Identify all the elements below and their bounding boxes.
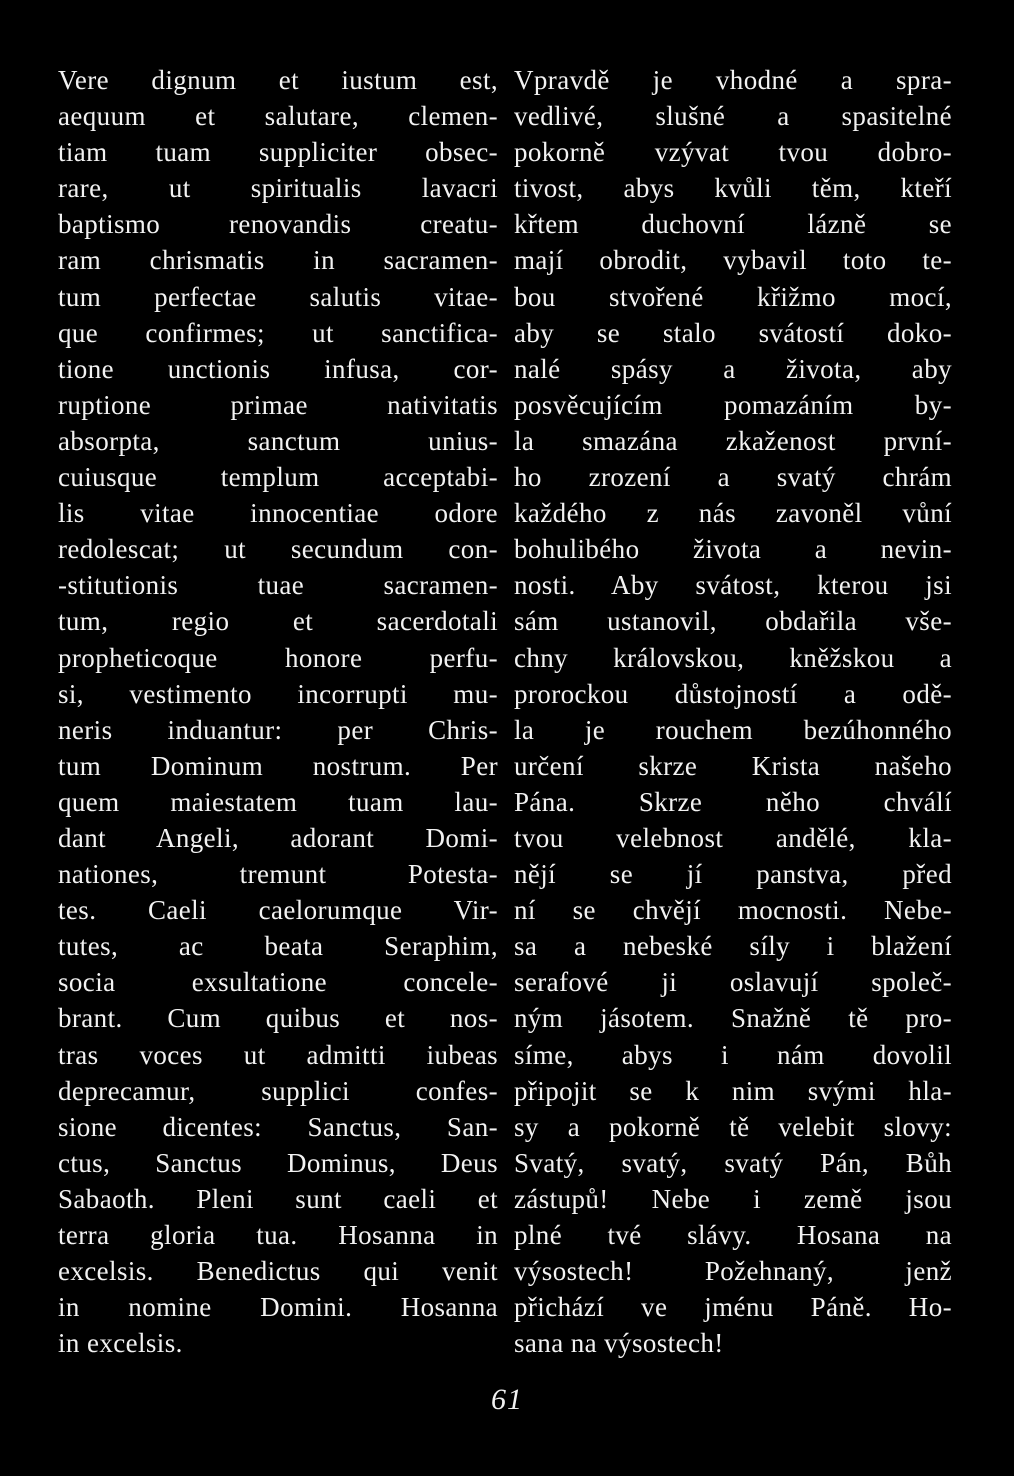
latin-text-line: in excelsis. (58, 1328, 183, 1359)
latin-text-line: tum, regio et sacerdotali (58, 606, 498, 637)
czech-text-line: Vpravdě je vhodné a spra- (514, 65, 952, 95)
czech-text-line: určení skrze Krista našeho (514, 750, 952, 781)
czech-text-line: plné tvé slávy. Hosana na (514, 1220, 952, 1250)
czech-text-line: sám ustanovil, obdařila vše- (514, 606, 952, 637)
czech-text-line: prorockou důstojností a odě- (514, 678, 952, 709)
czech-text-line: pokorně vzývat tvou dobro- (514, 137, 952, 168)
latin-text-line: excelsis. Benedictus qui venit (58, 1256, 498, 1287)
czech-text-line: Svatý, svatý, svatý Pán, Bůh (514, 1147, 952, 1178)
latin-text-line: tiam tuam suppliciter obsec- (58, 137, 498, 168)
latin-text-line: que confirmes; ut sanctifica- (58, 317, 498, 348)
latin-text-line: propheticoque honore perfu- (58, 642, 498, 673)
latin-text-line: ruptione primae nativitatis (58, 389, 498, 420)
latin-text-line: baptismo renovandis creatu- (58, 209, 498, 240)
czech-text-line: tvou velebnost andělé, kla- (514, 822, 952, 853)
latin-text-line: sione dicentes: Sanctus, San- (58, 1111, 498, 1142)
czech-text-line: aby se stalo svátostí doko- (514, 317, 952, 348)
czech-text-line: posvěcujícím pomazáním by- (514, 389, 952, 420)
latin-text-line: si, vestimento incorrupti mu- (58, 678, 498, 709)
czech-text-line: síme, abys i nám dovolil (514, 1039, 952, 1070)
latin-text-line: socia exsultatione concele- (58, 967, 498, 998)
latin-text-line: tras voces ut admitti iubeas (58, 1039, 498, 1070)
czech-text-line: sa a nebeské síly i blažení (514, 931, 952, 962)
latin-text-line: neris induantur: per Chris- (58, 714, 498, 745)
latin-text-line: tione unctionis infusa, cor- (58, 353, 498, 384)
czech-text-line: sana na výsostech! (514, 1328, 724, 1359)
latin-text-line: tutes, ac beata Seraphim, (58, 931, 498, 962)
czech-text-line: nalé spásy a života, aby (514, 353, 952, 384)
czech-text-line: nějí se jí panstva, před (514, 859, 952, 890)
latin-text-line: ram chrismatis in sacramen- (58, 245, 498, 276)
czech-text-line: ní se chvějí mocnosti. Nebe- (514, 895, 952, 926)
czech-text-line: připojit se k nim svými hla- (514, 1075, 952, 1106)
czech-text-line: ným jásotem. Snažně tě pro- (514, 1003, 952, 1034)
czech-text-line: mají obrodit, vybavil toto te- (514, 245, 952, 276)
latin-text-line: tum Dominum nostrum. Per (58, 750, 498, 781)
latin-text-line: nationes, tremunt Potesta- (58, 859, 498, 890)
latin-text-line: tum perfectae salutis vitae- (58, 281, 498, 312)
czech-text-line: každého z nás zavoněl vůní (514, 498, 952, 529)
latin-text-line: aequum et salutare, clemen- (58, 101, 498, 132)
latin-text-column (58, 62, 498, 1361)
latin-text-line: tes. Caeli caelorumque Vir- (58, 895, 498, 926)
czech-text-line: vedlivé, slušné a spasitelné (514, 101, 952, 132)
czech-text-line: nosti. Aby svátost, kterou jsi (514, 570, 952, 601)
page-number: 61 (491, 1383, 523, 1416)
latin-text-line: cuiusque templum acceptabi- (58, 462, 498, 493)
latin-text-line: quem maiestatem tuam lau- (58, 786, 498, 817)
czech-text-line: tivost, abys kvůli těm, kteří (514, 173, 952, 204)
czech-text-line: výsostech! Požehnaný, jenž (514, 1256, 952, 1287)
latin-text-line: terra gloria tua. Hosanna in (58, 1220, 498, 1250)
latin-text-line: absorpta, sanctum unius- (58, 425, 498, 456)
latin-text-line: rare, ut spiritualis lavacri (58, 173, 498, 204)
czech-text-line: la smazána zkaženost první- (514, 425, 952, 456)
latin-text-line: ctus, Sanctus Dominus, Deus (58, 1147, 498, 1178)
czech-text-line: zástupů! Nebe i země jsou (514, 1183, 952, 1214)
latin-text-line: dant Angeli, adorant Domi- (58, 822, 498, 853)
latin-text-line: redolescat; ut secundum con- (58, 534, 498, 565)
latin-text-line: Sabaoth. Pleni sunt caeli et (58, 1183, 498, 1214)
czech-text-line: sy a pokorně tě velebit slovy: (514, 1111, 952, 1142)
latin-text-line: in nomine Domini. Hosanna (58, 1292, 498, 1323)
czech-text-column (514, 62, 952, 1361)
latin-text-line: lis vitae innocentiae odore (58, 498, 498, 529)
czech-text-line: bohulibého života a nevin- (514, 534, 952, 565)
czech-text-line: Pána. Skrze něho chválí (514, 786, 952, 817)
czech-text-line: bou stvořené křižmo mocí, (514, 281, 952, 312)
czech-text-line: křtem duchovní lázně se (514, 209, 952, 240)
czech-text-line: la je rouchem bezúhonného (514, 714, 952, 745)
czech-text-line: serafové ji oslavují společ- (514, 967, 952, 998)
latin-text-line: -stitutionis tuae sacramen- (58, 570, 498, 601)
czech-text-line: přichází ve jménu Páně. Ho- (514, 1292, 952, 1323)
czech-text-line: chny královskou, kněžskou a (514, 642, 952, 673)
czech-text-line: ho zrození a svatý chrám (514, 462, 952, 493)
latin-text-line: Vere dignum et iustum est, (58, 65, 498, 95)
latin-text-line: brant. Cum quibus et nos- (58, 1003, 498, 1034)
latin-text-line: deprecamur, supplici confes- (58, 1075, 498, 1106)
